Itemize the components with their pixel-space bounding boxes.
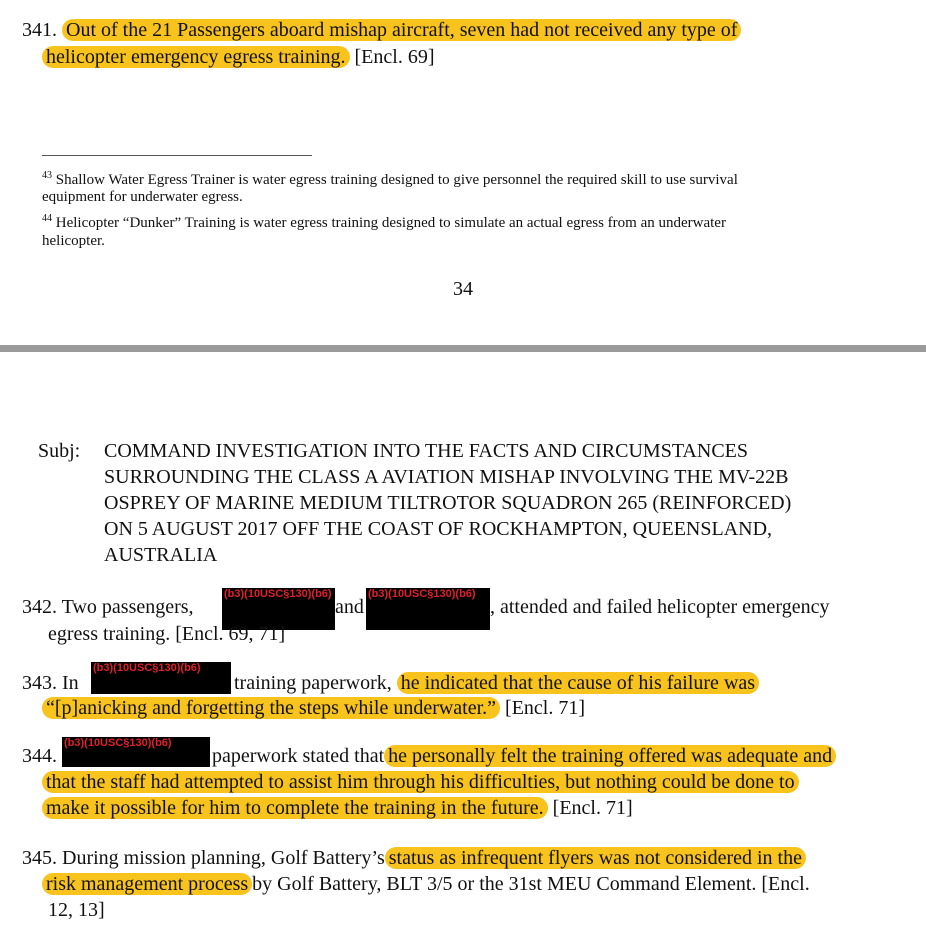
paragraph-number: 345.: [22, 847, 57, 869]
highlighted-text: make it possible for him to complete the training in the future.: [42, 797, 548, 819]
paragraph-text: In: [62, 672, 79, 694]
paragraph-text: by Golf Battery, BLT 3/5 or the 31st MEU Command Element. [Encl.: [252, 873, 810, 895]
paragraph-341-line-2: [42, 45, 435, 69]
redaction-box: [366, 588, 490, 630]
enclosure-reference: [Encl. 71]: [552, 797, 633, 819]
subject-line: COMMAND INVESTIGATION INTO THE FACTS AND CIRCUMSTANCES: [104, 440, 748, 462]
subject-line: AUSTRALIA: [104, 544, 218, 566]
footnote-44-line-1: [42, 209, 726, 233]
paragraph-text: training paperwork,: [234, 672, 392, 694]
footnote-divider: [42, 155, 312, 156]
highlighted-text: risk management process: [42, 873, 252, 895]
redaction-box: [91, 662, 231, 694]
redaction-box: [62, 737, 210, 767]
page-number: 34: [453, 278, 473, 300]
paragraph-344-line-3: [42, 796, 633, 820]
paragraph-344-line-2: [42, 770, 799, 794]
footnote-43-line-2: equipment for underwater egress.: [42, 189, 243, 205]
enclosure-reference: [Encl. 71]: [505, 697, 586, 719]
paragraph-number: 342.: [22, 596, 57, 618]
paragraph-text: and: [335, 596, 364, 618]
redaction-label: (b3)(10USC§130)(b6): [224, 588, 332, 600]
paragraph-344-line-1: [212, 744, 836, 768]
paragraph-text: , attended and failed helicopter emergency: [490, 596, 830, 618]
highlighted-text: status as infrequent flyers was not considered in the: [385, 847, 806, 869]
page-separator: [0, 345, 926, 352]
paragraph-342-line-2: egress training. [Encl. 69, 71]: [48, 623, 286, 645]
footnote-mark: 43: [42, 170, 52, 181]
paragraph-343-line-1: [22, 671, 79, 695]
paragraph-number: 343.: [22, 672, 57, 694]
footnote-mark: 44: [42, 213, 52, 224]
paragraph-text: Two passengers,: [61, 596, 194, 618]
paragraph-345-line-2: [42, 872, 810, 896]
subject-label: Subj:: [38, 440, 81, 462]
highlighted-text: helicopter emergency egress training.: [42, 46, 350, 68]
footnote-text: Shallow Water Egress Trainer is water egress training designed to give personnel the required skill to use survival: [55, 172, 738, 188]
paragraph-text: During mission planning, Golf Battery’s: [62, 847, 385, 869]
highlighted-text: he indicated that the cause of his failure was: [397, 672, 759, 694]
footnote-text: Helicopter “Dunker” Training is water egress training designed to simulate an actual egress from an underwater: [55, 215, 726, 231]
document-page-top: [0, 0, 926, 345]
subject-line: SURROUNDING THE CLASS A AVIATION MISHAP INVOLVING THE MV-22B: [104, 466, 789, 488]
paragraph-345-line-1: [22, 846, 806, 870]
paragraph-345-line-3: 12, 13]: [48, 899, 105, 921]
paragraph-number: 341.: [22, 19, 57, 41]
paragraph-342-line-1: [22, 595, 194, 619]
footnote-44-line-2: helicopter.: [42, 233, 105, 249]
subject-line: OSPREY OF MARINE MEDIUM TILTROTOR SQUADRON 265 (REINFORCED): [104, 492, 792, 514]
paragraph-343-line-1b: [234, 671, 759, 695]
paragraph-341-line-1: [22, 18, 741, 42]
highlighted-text: Out of the 21 Passengers aboard mishap aircraft, seven had not received any type of: [62, 19, 741, 41]
highlighted-text: that the staff had attempted to assist him through his difficulties, but nothing could be done to: [42, 771, 799, 793]
paragraph-343-line-2: [42, 696, 585, 720]
subject-line: ON 5 AUGUST 2017 OFF THE COAST OF ROCKHAMPTON, QUEENSLAND,: [104, 518, 773, 540]
redaction-label: (b3)(10USC§130)(b6): [93, 662, 201, 674]
enclosure-reference: [Encl. 69]: [354, 46, 435, 68]
highlighted-text: he personally felt the training offered was adequate and: [384, 745, 836, 767]
paragraph-number: 344.: [22, 745, 57, 767]
redaction-label: (b3)(10USC§130)(b6): [64, 737, 172, 749]
redaction-label: (b3)(10USC§130)(b6): [368, 588, 476, 600]
highlighted-text: “[p]anicking and forgetting the steps while underwater.”: [42, 697, 500, 719]
paragraph-text: paperwork stated that: [212, 745, 385, 767]
